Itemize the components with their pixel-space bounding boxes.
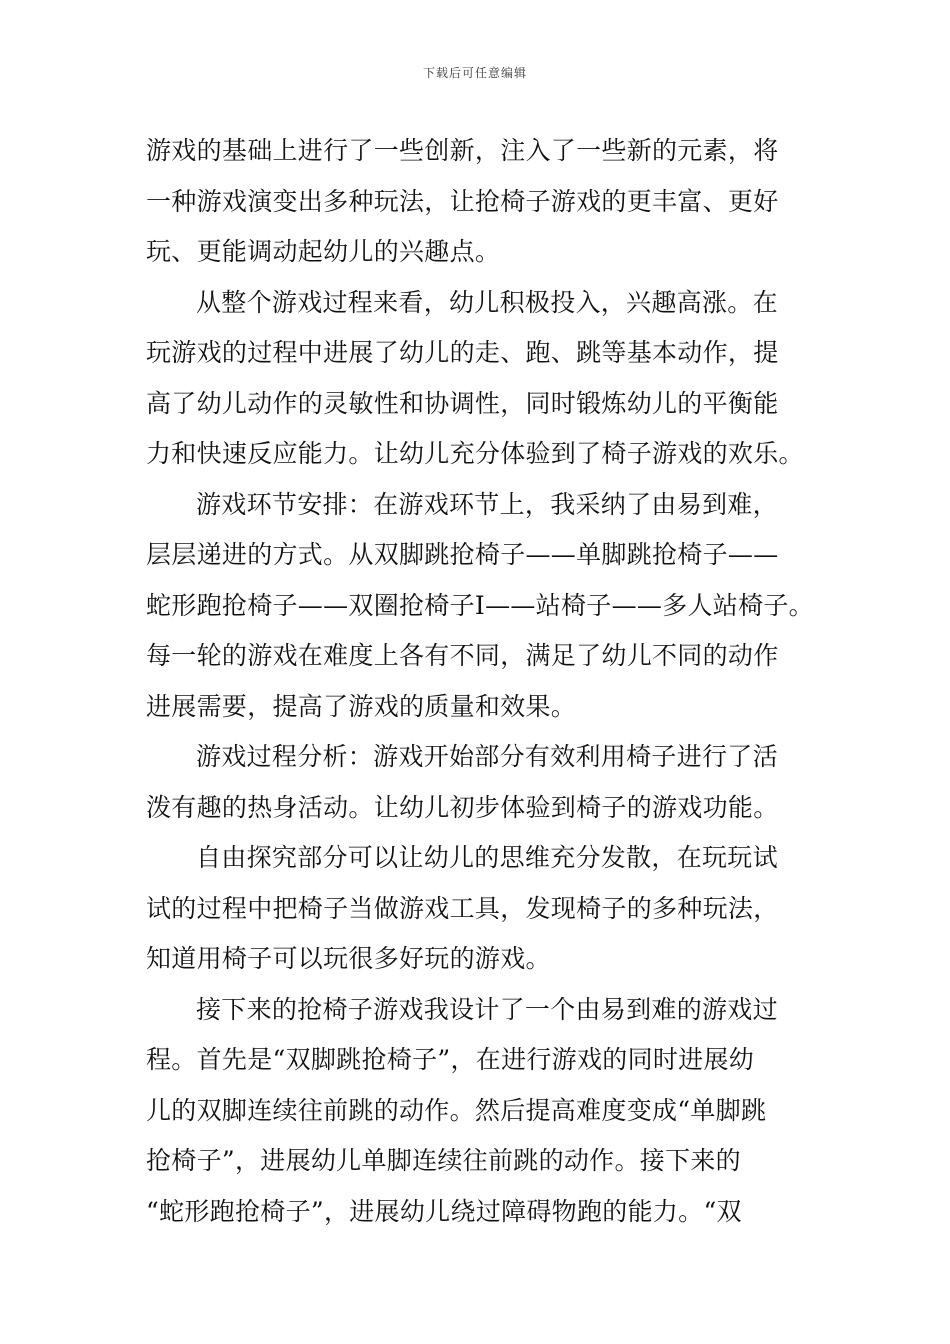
document-body bbox=[146, 126, 816, 1237]
text-line: 抢椅子”，进展幼儿单脚连续往前跳的动作。接下来的 bbox=[146, 1146, 741, 1175]
text-line: 泼有趣的热身活动。让幼儿初步体验到椅子的游戏功能。 bbox=[146, 792, 779, 822]
text-line: 从整个游戏过程来看，幼儿积极投入，兴趣高涨。在 bbox=[196, 287, 778, 317]
text-line: 游戏的基础上进行了一些创新，注入了一些新的元素，将 bbox=[146, 136, 779, 165]
text-line: 试的过程中把椅子当做游戏工具，发现椅子的多种玩法， bbox=[146, 893, 779, 923]
text-line: 力和快速反应能力。让幼儿充分体验到了椅子游戏的欢乐。 bbox=[146, 439, 804, 468]
text-line: 游戏过程分析：游戏开始部分有效利用椅子进行了活 bbox=[196, 742, 778, 771]
text-line: 高了幼儿动作的灵敏性和协调性，同时锻炼幼儿的平衡能 bbox=[146, 388, 779, 418]
text-line: 每一轮的游戏在难度上各有不同，满足了幼儿不同的动作 bbox=[146, 641, 779, 670]
text-line: “蛇形跑抢椅子”，进展幼儿绕过障碍物跑的能力。“双 bbox=[146, 1196, 742, 1226]
text-line: 玩游戏的过程中进展了幼儿的走、跑、跳等基本动作，提 bbox=[146, 338, 779, 367]
page-header: 下载后可任意编辑 bbox=[422, 66, 527, 80]
text-line: 一种游戏演变出多种玩法，让抢椅子游戏的更丰富、更好 bbox=[146, 186, 779, 216]
text-line: 程。首先是“双脚跳抢椅子”，在进行游戏的同时进展幼 bbox=[146, 1045, 755, 1074]
text-line: 游戏环节安排：在游戏环节上，我采纳了由易到难， bbox=[196, 489, 778, 519]
text-line: 儿的双脚连续往前跳的动作。然后提高难度变成“单脚跳 bbox=[146, 1095, 767, 1125]
text-line: 接下来的抢椅子游戏我设计了一个由易到难的游戏过 bbox=[196, 994, 778, 1024]
text-line: 蛇形跑抢椅子——双圈抢椅子I——站椅子——多人站椅子。 bbox=[146, 590, 814, 620]
text-line: 自由探究部分可以让幼儿的思维充分发散，在玩玩试 bbox=[196, 843, 778, 872]
text-line: 玩、更能调动起幼儿的兴趣点。 bbox=[146, 237, 501, 266]
text-line: 知道用椅子可以玩很多好玩的游戏。 bbox=[146, 944, 551, 973]
text-line: 进展需要，提高了游戏的质量和效果。 bbox=[146, 691, 577, 721]
text-line: 层层递进的方式。从双脚跳抢椅子——单脚跳抢椅子—— bbox=[146, 540, 779, 569]
